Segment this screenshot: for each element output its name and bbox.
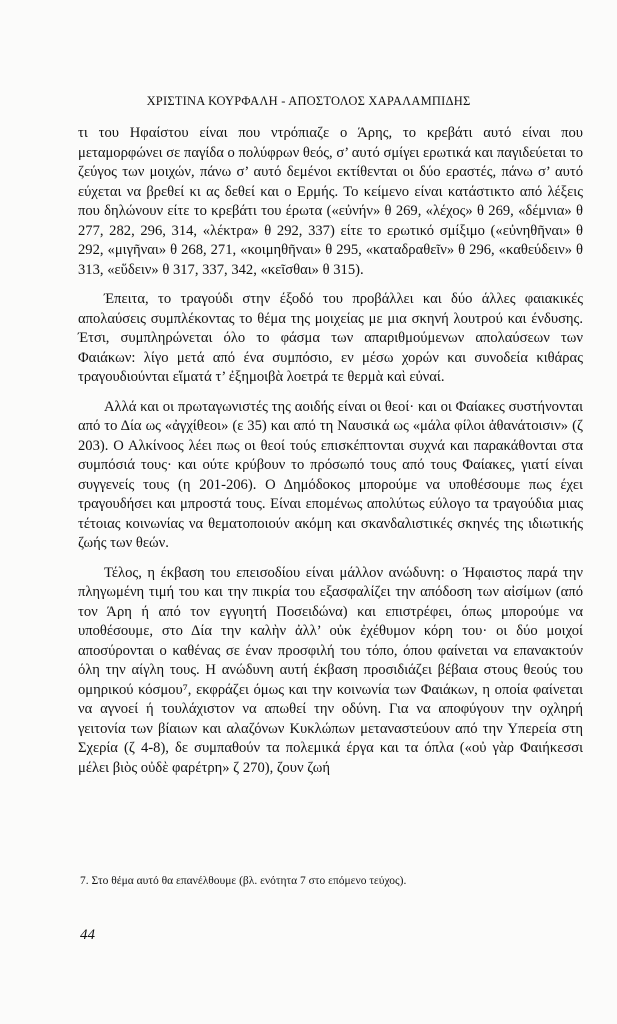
- paragraph-4: Τέλος, η έκβαση του επεισοδίου είναι μάλλον ανώδυνη: ο Ήφαιστος παρά την πληγωμένη τιμή του και την πικρία του εξασφαλίζει την απόδοση των αἰσίμων (από τον Άρη ή από τον εγγυητή Ποσειδώνα) και επιστρέφει, όπως μπορούμε να υποθέσουμε, στο Δία την καλὴν ἀλλ’ οὐκ ἐχέθυμον κόρη του· οι δύο μοιχοί αποσύρονται ο καθένας σε έναν προσφιλή του τόπο, όπου φαίνεται να επανακτούν όλη την αίγλη τους. Η ανώδυνη αυτή έκβαση προσιδιάζει βέβαια στους θεούς του ομηρικού κόσμου⁷, εκφράζει όμως και την κοινωνία των Φαιάκων, η οποία φαίνεται να αγνοεί ή τουλάχιστον να απωθεί την οδύνη. Για να αποφύγουν την οχληρή γειτονία των βίαιων και αλαζόνων Κυκλώπων μεταναστεύουν από την Υπερεία στη Σχερία (ζ 4-8), δε συμπαθούν τα πολεμικά έργα και τα όπλα («οὐ γὰρ Φαιήκεσσι μέλει βιὸς οὐδὲ φαρέτρη» ζ 270), ζουν ζωή: [78, 564, 583, 776]
- paragraph-3: Αλλά και οι πρωταγωνιστές της αοιδής είναι οι θεοί· και οι Φαίακες συστήνονται από το Δία ως «ἀγχίθεοι» (ε 35) και από τη Ναυσικά ως «μάλα φίλοι ἀθανάτοισιν» (ζ 203). Ο Αλκίνοος λέει πως οι θεοί τούς επισκέπτονται συχνά και παρακάθονται στα συμπόσιά τους· και ούτε κρύβουν το πρόσωπό τους από τους Φαίακες, γιατί είναι συγγενείς τους (η 201-206). Ο Δημόδοκος μπορούμε να υποθέσουμε πως έχει τραγουδήσει και μπροστά τους. Είναι επομένως απολύτως εύλογο τα τραγούδια μιας τέτοιας κοινωνίας να θεματοποιούν ακόμη και σκανδαλιστικές σκηνές της ιδιωτικής ζωής των θεών.: [78, 398, 583, 551]
- paragraph-1: τι του Ηφαίστου είναι που ντρόπιαζε ο Άρης, το κρεβάτι αυτό είναι που μεταμορφώνει σε παγίδα ο πολύφρων θεός, σ’ αυτό σμίγει ερωτικά και παγιδεύεται το ζεύγος των μοιχών, πάνω σ’ αυτό δεμένοι εκτίθενται οι δύο εραστές, πάνω σ’ αυτό εύχεται να βρεθεί κι ας δεθεί και ο Ερμής. Το κείμενο είναι κατάστικτο από λέξεις που δηλώνουν είτε το κρεβάτι του έρωτα («εὐνήν» θ 269, «λέχος» θ 269, «δέμνια» θ 277, 282, 296, 314, «λέκτρα» θ 292, 337) είτε το ερωτικό σμίξιμο («εὐνηθῆναι» θ 292, «μιγῆναι» θ 268, 271, «κοιμηθῆναι» θ 295, «καταδραθεῖν» θ 296, «καθεύδειν» θ 313, «εὕδειν» θ 317, 337, 342, «κεῖσθαι» θ 315).: [78, 125, 583, 278]
- main-text: [78, 124, 583, 788]
- page-number: 44: [80, 927, 95, 943]
- paragraph-2: Έπειτα, το τραγούδι στην έξοδό του προβάλλει και δύο άλλες φαιακικές απολαύσεις συμπλέκοντας το θέμα της μοιχείας με μια σκηνή λουτρού και ένδυσης. Έτσι, συμπληρώνεται όλο το φάσμα των απαριθμούμενων απολαύσεων των Φαιάκων: λίγο μετά από ένα συμπόσιο, εν μέσω χορών και συνοδεία κιθάρας τραγουδιούνται εἵματά τ’ ἐξημοιβὰ λοετρά τε θερμὰ καὶ εὐναί.: [78, 291, 583, 385]
- footnote: 7. Στο θέμα αυτό θα επανέλθουμε (βλ. ενότητα 7 στο επόμενο τεύχος).: [80, 875, 407, 887]
- running-head: ΧΡΙΣΤΙΝΑ ΚΟΥΡΦΑΛΗ - ΑΠΟΣΤΟΛΟΣ ΧΑΡΑΛΑΜΠΙΔΗΣ: [146, 94, 471, 108]
